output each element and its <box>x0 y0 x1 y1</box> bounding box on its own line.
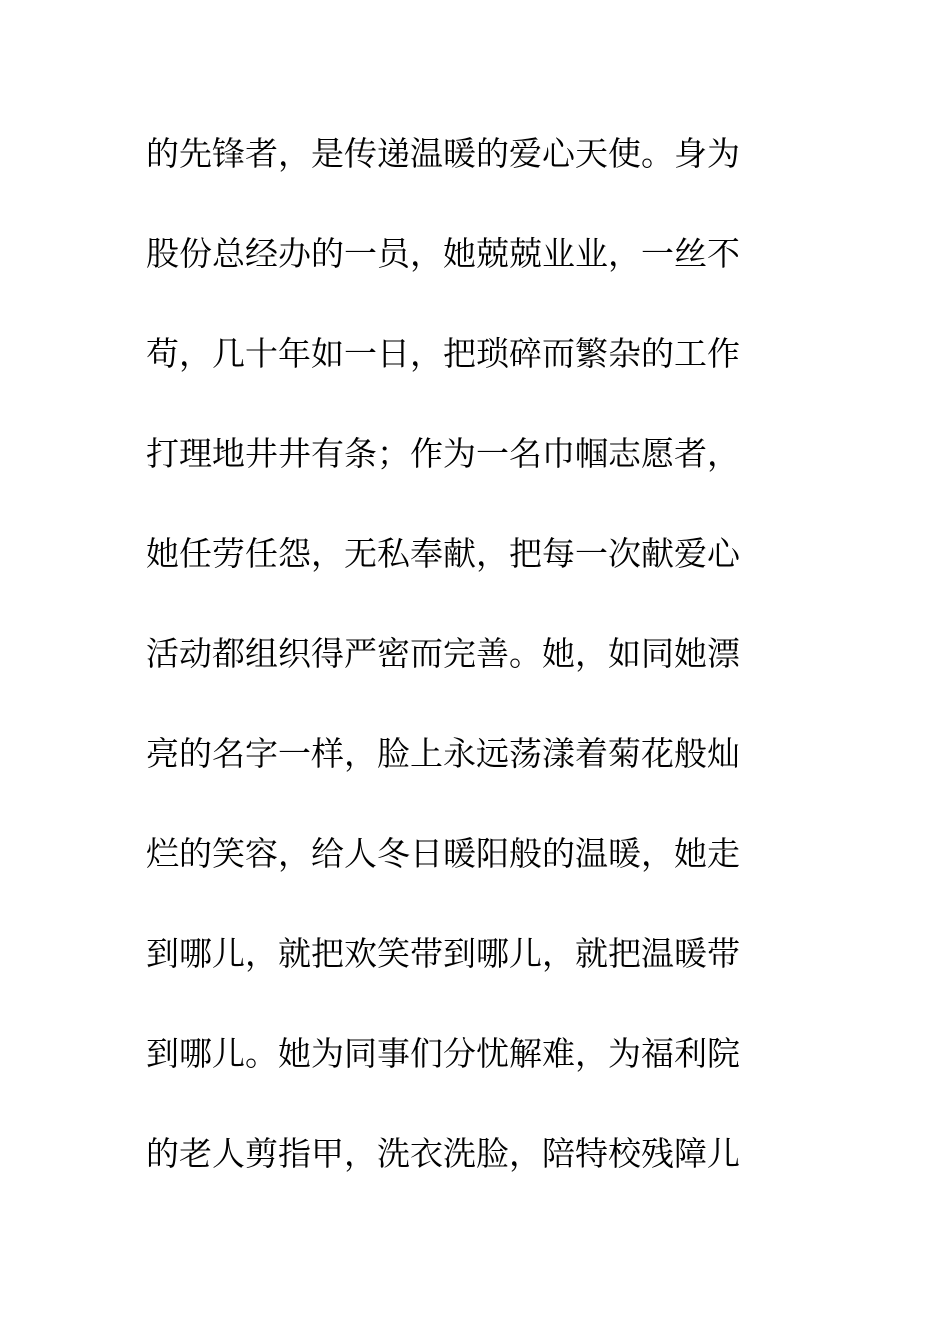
text-line-9: 到哪儿，就把欢笑带到哪儿，就把温暖带 <box>146 934 740 973</box>
text-line-4: 打理地井井有条；作为一名巾帼志愿者， <box>146 434 740 473</box>
text-line-1: 的先锋者，是传递温暖的爱心天使。身为 <box>146 134 740 173</box>
body-text <box>146 128 786 1228</box>
text-line-3: 苟，几十年如一日，把琐碎而繁杂的工作 <box>146 334 740 373</box>
text-line-6: 活动都组织得严密而完善。她，如同她漂 <box>146 634 740 673</box>
text-line-10: 到哪儿。她为同事们分忧解难，为福利院 <box>146 1034 740 1073</box>
text-line-5: 她任劳任怨，无私奉献，把每一次献爱心 <box>146 534 740 573</box>
text-line-2: 股份总经办的一员，她兢兢业业，一丝不 <box>146 234 740 273</box>
text-line-8: 烂的笑容，给人冬日暖阳般的温暖，她走 <box>146 834 740 873</box>
text-line-7: 亮的名字一样，脸上永远荡漾着菊花般灿 <box>146 734 740 773</box>
text-line-11: 的老人剪指甲，洗衣洗脸，陪特校残障儿 <box>146 1134 740 1173</box>
